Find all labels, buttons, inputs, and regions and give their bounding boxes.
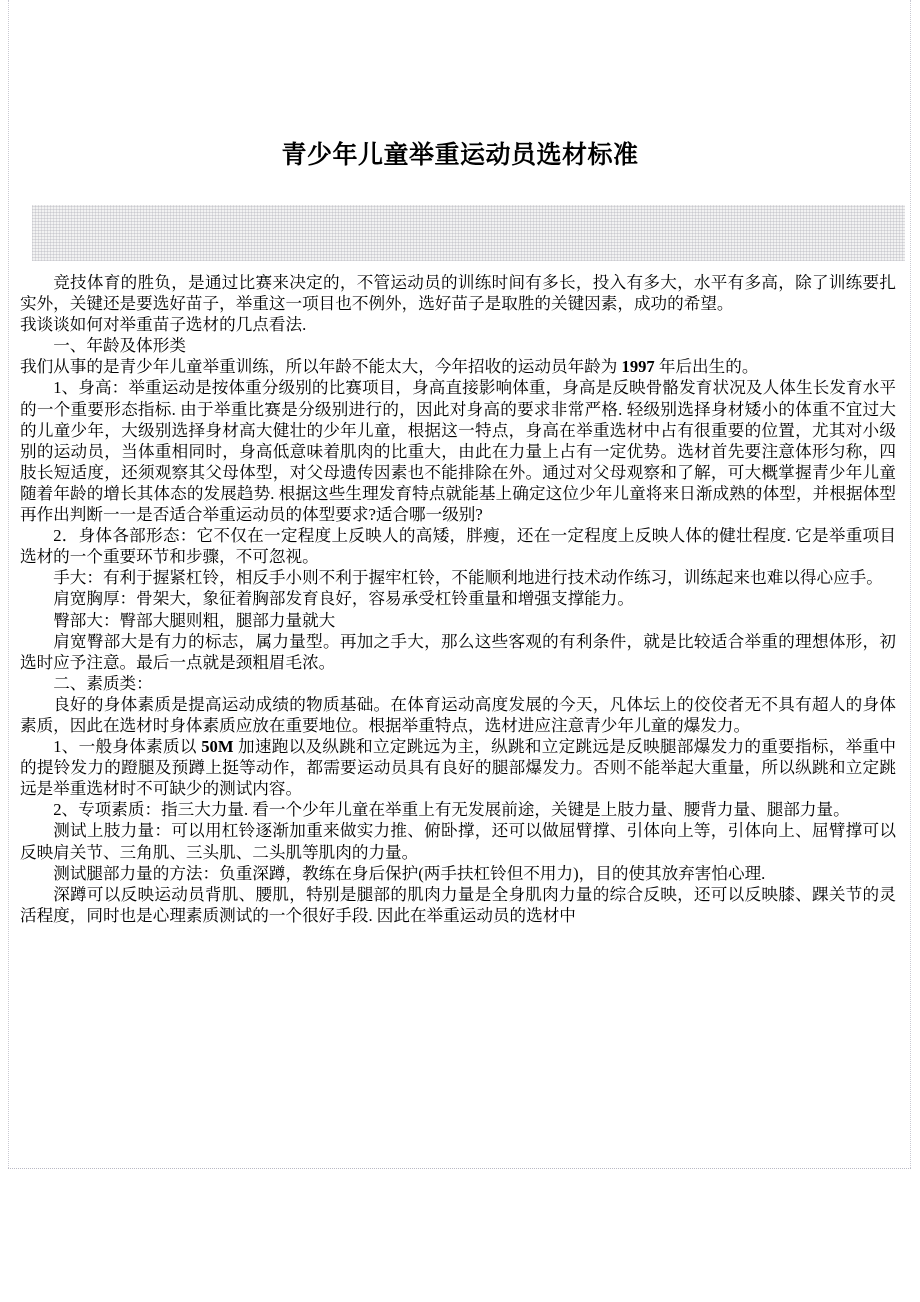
paragraph-quality-basis: 良好的身体素质是提高运动成绩的物质基础。在体育运动高度发展的今天，凡体坛上的佼佼者无不具有超人的身体素质，因此在选材时身体素质应放在重要地位。根据举重特点，选材进应注意青少年儿童的爆发力。	[20, 694, 896, 735]
paragraph-broad-shoulders: 肩宽胸厚：骨架大，象征着胸部发育良好，容易承受杠铃重量和增强支撑能力。	[53, 589, 634, 609]
paragraph-age-year: 1997	[621, 357, 655, 377]
paragraph-age	[20, 356, 896, 377]
paragraph-section-two-heading: 二、素质类：	[53, 673, 153, 693]
paragraph-big-hips: 臀部大：臀部大腿则粗，腿部力量就大	[53, 610, 336, 630]
paragraph-general-quality	[20, 736, 896, 799]
paragraph-general-quality-distance: 50M	[201, 737, 234, 757]
page-boundary-guide-bottom	[8, 1168, 911, 1169]
page-boundary-guide-right	[910, 0, 911, 1168]
paragraph-intro: 竞技体育的胜负，是通过比赛来决定的，不管运动员的训练时间有多长，投入有多大，水平有多高，除了训练要扎实外，关键还是要选好苗子，举重这一项目也不例外，选好苗子是取胜的关键因素，成功的希望。	[20, 273, 896, 314]
paragraph-test-legs: 测试腿部力量的方法：负重深蹲，教练在身后保护(两手扶杠铃但不用力)，目的使其放弃害怕心理.	[53, 863, 766, 883]
document-body	[20, 272, 896, 926]
header-gray-band	[32, 205, 905, 261]
paragraph-age-before: 我们从事的是青少年儿童举重训练，所以年龄不能太大，今年招收的运动员年龄为	[20, 357, 622, 377]
paragraph-my-views: 我谈谈如何对举重苗子选材的几点看法.	[20, 315, 307, 335]
paragraph-general-quality-before: 1、一般身体素质以	[53, 737, 202, 757]
paragraph-general-quality-after: 加速跑以及纵跳和立定跳远为主，纵跳和立定跳远是反映腿部爆发力的重要指标，举重中的提铃发力的蹬腿及预蹲上挺等动作，都需要运动员具有良好的腿部爆发力。否则不能举起大重量，所以纵跳和立定跳远是举重选材时不可缺少的测试内容。	[20, 737, 896, 799]
paragraph-squat: 深蹲可以反映运动员背肌、腰肌，特别是腿部的肌肉力量是全身肌肉力量的综合反映，还可以反映膝、踝关节的灵活程度，同时也是心理素质测试的一个很好手段. 因此在举重运动员的选材中	[20, 884, 896, 925]
paragraph-section-one-heading: 一、年龄及体形类	[53, 336, 186, 356]
paragraph-age-after: 年后出生的。	[654, 357, 759, 377]
paragraph-body-parts: 2．身体各部形态：它不仅在一定程度上反映人的高矮，胖瘦，还在一定程度上反映人体的健壮程度. 它是举重项目选材的一个重要环节和步骤，不可忽视。	[20, 526, 896, 567]
paragraph-height: 1、身高：举重运动是按体重分级别的比赛项目，身高直接影响体重，身高是反映骨骼发育状况及人体生长发育水平的一个重要形态指标. 由于举重比赛是分级别进行的，因此对身高的要求非常严格. 轻级别选择身材矮小的体重不宜过大的儿童少年，大级别选择身材高大健壮的少年儿童，根据这一特点，身高在举重选材中占有很重要的位置，尤其对小级别的运动员，当体重相同时，身高低意味着肌肉的比重大，由此在力量上占有一定优势。选材首先要注意体形匀称，四肢长短适度，还须观察其父母体型，对父母遗传因素也不能排除在外。通过对父母观察和了解，可大概掌握青少年儿童随着年龄的增长其体态的发展趋势. 根据这些生理发育特点就能基上确定这位少年儿童将来日渐成熟的体型，并根据体型再作出判断一一是否适合举重运动员的体型要求?适合哪一级别?	[20, 378, 896, 525]
paragraph-special-quality: 2、专项素质：指三大力量. 看一个少年儿童在举重上有无发展前途，关键是上肢力量、腰背力量、腿部力量。	[53, 800, 850, 820]
paragraph-big-hands: 手大：有利于握紧杠铃，相反手小则不利于握牢杠铃，不能顺利地进行技术动作练习，训练起来也难以得心应手。	[53, 568, 883, 588]
document-title: 青少年儿童举重运动员选材标准	[281, 141, 639, 169]
paragraph-test-upper: 测试上肢力量：可以用杠铃逐渐加重来做实力推、俯卧撑，还可以做屈臂撑、引体向上等，引体向上、屈臂撑可以反映肩关节、三角肌、三头肌、二头肌等肌肉的力量。	[20, 821, 896, 862]
paragraph-ideal-build: 肩宽臀部大是有力的标志，属力量型。再加之手大，那么这些客观的有利条件，就是比较适合举重的理想体形，初选时应予注意。最后一点就是颈粗眉毛浓。	[20, 631, 896, 672]
page-boundary-guide-left	[8, 0, 9, 1168]
